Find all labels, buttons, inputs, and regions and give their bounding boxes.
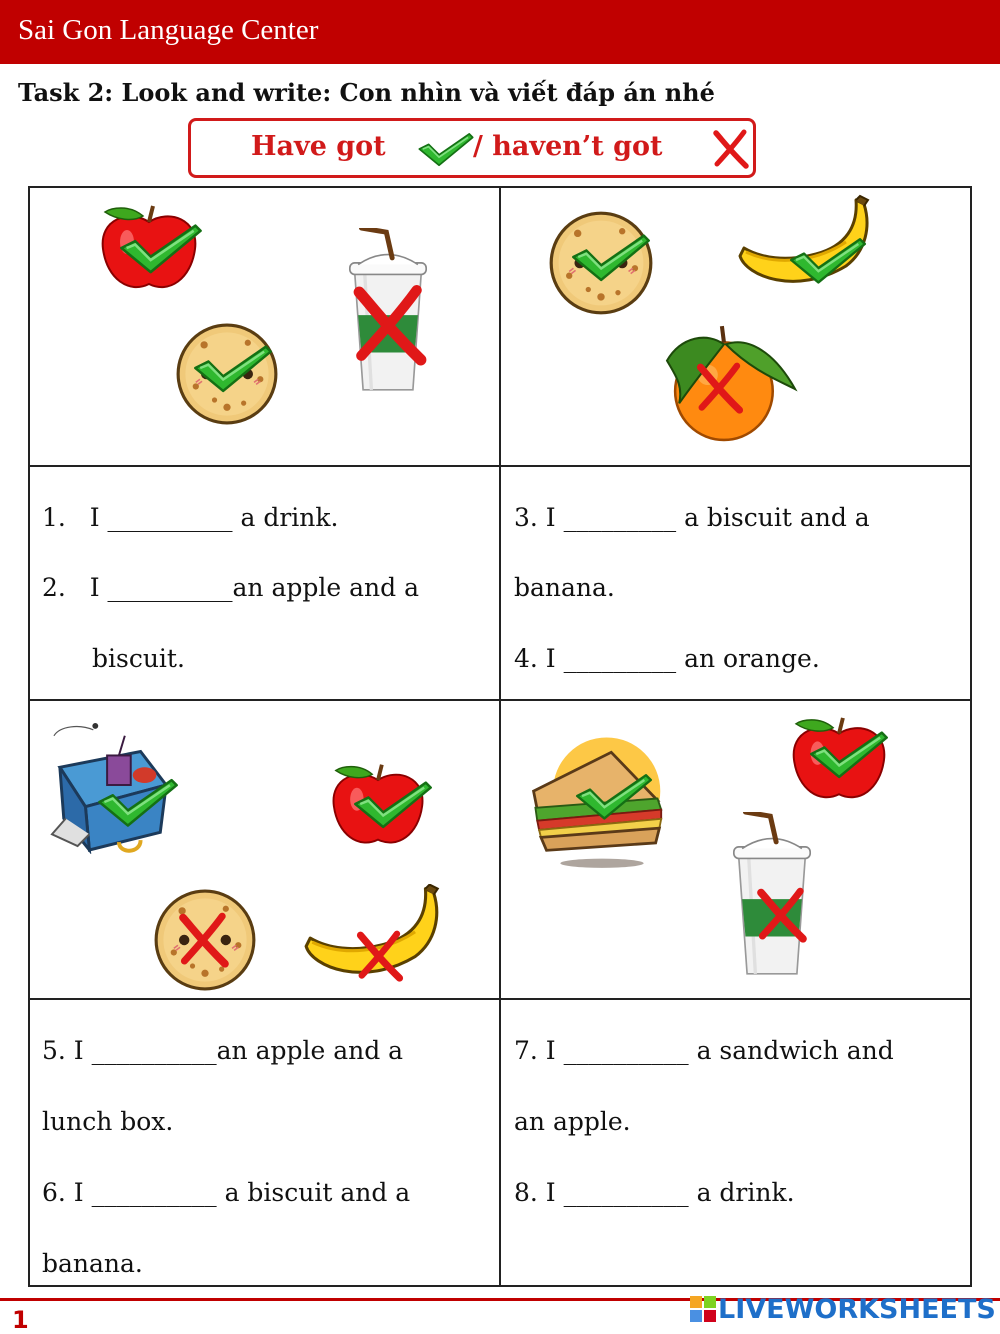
cross-icon (754, 886, 810, 944)
check-icon (352, 776, 434, 832)
legend-box (188, 118, 756, 178)
sentence-7-continued: an apple. (514, 1107, 631, 1136)
check-icon (96, 772, 180, 832)
sentence-3: 3. I _________ a biscuit and a (514, 503, 870, 532)
sentence-3-continued: banana. (514, 573, 615, 602)
grid-divider (28, 998, 972, 1000)
check-icon (808, 726, 890, 782)
cross-icon (711, 129, 751, 169)
sentence-7: 7. I __________ a sandwich and (514, 1036, 894, 1065)
sentence-2: 2. I __________an apple and a (42, 573, 419, 602)
check-icon (417, 127, 475, 171)
check-icon (788, 232, 868, 288)
brand-logo[interactable] (690, 1294, 996, 1325)
cross-icon (348, 284, 432, 366)
grid-divider (28, 699, 972, 701)
sentence-5: 5. I __________an apple and a (42, 1036, 404, 1065)
sentence-8: 8. I __________ a drink. (514, 1178, 795, 1207)
legend-havent-label: / haven’t got (473, 131, 663, 162)
legend-have-label: Have got (251, 131, 386, 162)
page-number: 1 (12, 1306, 29, 1334)
sentence-6: 6. I __________ a biscuit and a (42, 1178, 411, 1207)
header-title: Sai Gon Language Center (18, 14, 319, 46)
cross-icon (354, 928, 406, 984)
brand-text: LIVEWORKSHEETS (718, 1294, 996, 1325)
check-icon (192, 338, 274, 398)
grid-divider-vertical (499, 186, 501, 1287)
check-icon (570, 228, 652, 286)
sentence-1: 1. I __________ a drink. (42, 503, 339, 532)
cross-icon (176, 912, 232, 968)
sentence-5-continued: lunch box. (42, 1107, 174, 1136)
sentence-4: 4. I _________ an orange. (514, 644, 820, 673)
cross-icon (694, 362, 746, 414)
header-bar (0, 0, 1000, 64)
task-title: Task 2: Look and write: Con nhìn và viết đáp án nhé (18, 78, 715, 107)
sentence-6-continued: banana. (42, 1249, 143, 1278)
check-icon (118, 220, 204, 276)
liveworksheets-logo-icon (690, 1296, 716, 1322)
sentence-2-continued: biscuit. (92, 644, 185, 673)
check-icon (574, 768, 654, 824)
grid-divider (28, 465, 972, 467)
